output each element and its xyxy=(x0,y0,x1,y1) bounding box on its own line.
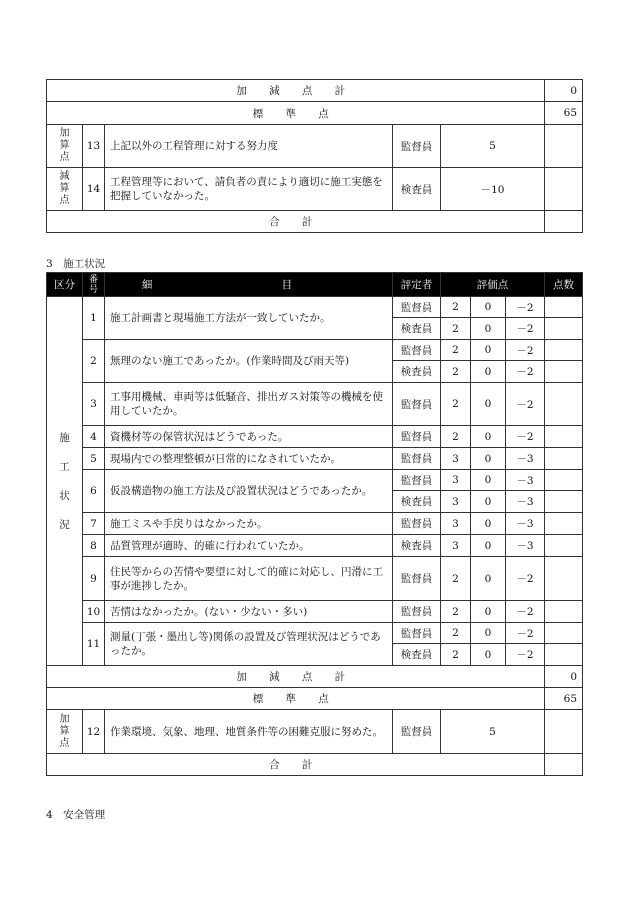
evaluator: 監督員 xyxy=(393,513,441,535)
item-text: 仮設構造物の施工方法及び設置状況はどうであったか。 xyxy=(105,470,393,513)
point-high[interactable]: 2 xyxy=(441,644,471,666)
point-low[interactable]: －3 xyxy=(506,448,545,470)
point-high[interactable]: 3 xyxy=(441,535,471,557)
point-low[interactable]: －2 xyxy=(506,426,545,448)
addition-label: 加 算 点 xyxy=(47,125,83,168)
evaluator: 監督員 xyxy=(393,383,441,426)
point-high[interactable]: 3 xyxy=(441,513,471,535)
point-mid[interactable]: 0 xyxy=(471,601,506,623)
point-low[interactable]: －2 xyxy=(506,644,545,666)
standard-label: 標 準 点 xyxy=(47,688,545,710)
addition-row xyxy=(47,125,583,168)
point-mid[interactable]: 0 xyxy=(471,470,506,491)
item-text: 無理のない施工であったか。(作業時間及び雨天等) xyxy=(105,340,393,383)
evaluator: 検査員 xyxy=(393,361,441,383)
evaluator: 検査員 xyxy=(393,535,441,557)
score-cell[interactable] xyxy=(545,125,583,168)
table-row xyxy=(47,557,583,601)
evaluator: 監督員 xyxy=(393,426,441,448)
table-row xyxy=(47,297,583,318)
point-low[interactable]: －2 xyxy=(506,297,545,318)
item-text: 現場内での整理整頓が日常的になされていたか。 xyxy=(105,448,393,470)
section-heading-construction-status: 3 施工状況 xyxy=(46,258,106,270)
point-mid[interactable]: 0 xyxy=(471,340,506,361)
addition-label: 加 算 点 xyxy=(47,710,83,754)
score-cell[interactable] xyxy=(545,601,583,623)
adjust-total-label: 加 減 点 計 xyxy=(47,666,545,688)
points: －10 xyxy=(441,168,545,211)
item-text: 上記以外の工程管理に対する努力度 xyxy=(105,125,393,168)
standard-row xyxy=(47,688,583,710)
evaluator: 監督員 xyxy=(393,623,441,644)
score-cell[interactable] xyxy=(545,168,583,211)
score-cell[interactable] xyxy=(545,340,583,361)
adjust-total-row xyxy=(47,80,583,102)
item-number: 12 xyxy=(83,710,105,754)
adjust-total-row xyxy=(47,666,583,688)
table-row xyxy=(47,470,583,491)
point-low[interactable]: －2 xyxy=(506,383,545,426)
item-number: 2 xyxy=(83,340,105,383)
evaluator: 検査員 xyxy=(393,644,441,666)
header-category: 区分 xyxy=(47,273,83,297)
table-row xyxy=(47,601,583,623)
item-number: 1 xyxy=(83,297,105,340)
evaluator: 検査員 xyxy=(393,318,441,340)
point-mid[interactable]: 0 xyxy=(471,535,506,557)
item-number: 3 xyxy=(83,383,105,426)
evaluator: 監督員 xyxy=(393,470,441,491)
total-value-cell[interactable] xyxy=(545,211,583,233)
point-high[interactable]: 2 xyxy=(441,340,471,361)
addition-row xyxy=(47,710,583,754)
item-text: 施工計画書と現場施工方法が一致していたか。 xyxy=(105,297,393,340)
point-low[interactable]: －3 xyxy=(506,491,545,513)
item-number: 7 xyxy=(83,513,105,535)
standard-value: 65 xyxy=(545,688,583,710)
evaluator: 検査員 xyxy=(393,168,441,211)
header-number: 番 号 xyxy=(83,273,105,297)
point-high[interactable]: 3 xyxy=(441,448,471,470)
item-text: 苦情はなかったか。(ない・少ない・多い) xyxy=(105,601,393,623)
point-mid[interactable]: 0 xyxy=(471,448,506,470)
evaluator: 監督員 xyxy=(393,557,441,601)
item-number: 8 xyxy=(83,535,105,557)
adjust-total-value: 0 xyxy=(545,666,583,688)
item-text: 測量(丁張・墨出し等)関係の設置及び管理状況はどうであったか。 xyxy=(105,623,393,666)
adjust-total-value: 0 xyxy=(545,80,583,102)
score-cell[interactable] xyxy=(545,623,583,644)
adjust-total-label: 加 減 点 計 xyxy=(47,80,545,102)
table-row xyxy=(47,340,583,361)
point-mid[interactable]: 0 xyxy=(471,318,506,340)
score-cell[interactable] xyxy=(545,318,583,340)
score-cell[interactable] xyxy=(545,426,583,448)
item-number: 9 xyxy=(83,557,105,601)
point-high[interactable]: 2 xyxy=(441,383,471,426)
table-row xyxy=(47,448,583,470)
total-row xyxy=(47,754,583,776)
point-low[interactable]: －3 xyxy=(506,535,545,557)
score-cell[interactable] xyxy=(545,513,583,535)
score-cell[interactable] xyxy=(545,383,583,426)
header-evaluator: 評定者 xyxy=(393,273,441,297)
item-number: 14 xyxy=(83,168,105,211)
item-number: 5 xyxy=(83,448,105,470)
total-value-cell[interactable] xyxy=(545,754,583,776)
score-cell[interactable] xyxy=(545,361,583,383)
deduction-row xyxy=(47,168,583,211)
evaluator: 監督員 xyxy=(393,448,441,470)
score-table-process xyxy=(46,79,583,233)
point-low[interactable]: －3 xyxy=(506,470,545,491)
score-cell[interactable] xyxy=(545,644,583,666)
item-text: 資機材等の保管状況はどうであった。 xyxy=(105,426,393,448)
total-label: 合 計 xyxy=(47,754,545,776)
standard-label: 標 準 点 xyxy=(47,102,545,125)
item-text: 住民等からの苦情や要望に対して的確に対応し、円滑に工事が進捗したか。 xyxy=(105,557,393,601)
point-high[interactable]: 2 xyxy=(441,557,471,601)
item-number: 10 xyxy=(83,601,105,623)
evaluator: 監督員 xyxy=(393,601,441,623)
points: 5 xyxy=(441,710,545,754)
standard-row xyxy=(47,102,583,125)
point-mid[interactable]: 0 xyxy=(471,426,506,448)
point-mid[interactable]: 0 xyxy=(471,513,506,535)
table-header-row xyxy=(47,273,583,297)
point-high[interactable]: 2 xyxy=(441,623,471,644)
table-row xyxy=(47,426,583,448)
standard-value: 65 xyxy=(545,102,583,125)
score-cell[interactable] xyxy=(545,535,583,557)
point-low[interactable]: －2 xyxy=(506,361,545,383)
point-low[interactable]: －3 xyxy=(506,513,545,535)
point-low[interactable]: －2 xyxy=(506,318,545,340)
point-high[interactable]: 2 xyxy=(441,426,471,448)
table-row xyxy=(47,513,583,535)
score-cell[interactable] xyxy=(545,297,583,318)
point-mid[interactable]: 0 xyxy=(471,557,506,601)
point-mid[interactable]: 0 xyxy=(471,297,506,318)
deduction-label: 減 算 点 xyxy=(47,168,83,211)
header-score: 点数 xyxy=(545,273,583,297)
table-row xyxy=(47,623,583,644)
section-heading-safety-management: 4 安全管理 xyxy=(46,809,106,821)
item-text: 工事用機械、車両等は低騒音、排出ガス対策等の機械を使用していたか。 xyxy=(105,383,393,426)
point-low[interactable]: －2 xyxy=(506,623,545,644)
point-low[interactable]: －2 xyxy=(506,557,545,601)
points: 5 xyxy=(441,125,545,168)
item-number: 6 xyxy=(83,470,105,513)
point-low[interactable]: －2 xyxy=(506,340,545,361)
evaluator: 監督員 xyxy=(393,340,441,361)
item-number: 4 xyxy=(83,426,105,448)
point-mid[interactable]: 0 xyxy=(471,383,506,426)
item-text: 施工ミスや手戻りはなかったか。 xyxy=(105,513,393,535)
point-mid[interactable]: 0 xyxy=(471,623,506,644)
point-mid[interactable]: 0 xyxy=(471,644,506,666)
score-cell[interactable] xyxy=(545,470,583,491)
point-low[interactable]: －2 xyxy=(506,601,545,623)
item-text: 作業環境、気象、地理、地質条件等の困難克服に努めた。 xyxy=(105,710,393,754)
score-table-construction-status xyxy=(46,272,583,776)
point-mid[interactable]: 0 xyxy=(471,491,506,513)
score-cell[interactable] xyxy=(545,710,583,754)
category-label: 施 工 状 況 xyxy=(47,297,83,666)
item-number: 13 xyxy=(83,125,105,168)
point-high[interactable]: 2 xyxy=(441,297,471,318)
header-evaluation-points: 評価点 xyxy=(441,273,545,297)
point-high[interactable]: 3 xyxy=(441,491,471,513)
score-cell[interactable] xyxy=(545,557,583,601)
item-text: 工程管理等において、請負者の責により適切に施工実態を把握していなかった。 xyxy=(105,168,393,211)
evaluator: 監督員 xyxy=(393,297,441,318)
point-high[interactable]: 2 xyxy=(441,318,471,340)
point-high[interactable]: 2 xyxy=(441,361,471,383)
evaluator: 監督員 xyxy=(393,125,441,168)
item-text: 品質管理が適時、的確に行われていたか。 xyxy=(105,535,393,557)
score-cell[interactable] xyxy=(545,491,583,513)
point-high[interactable]: 3 xyxy=(441,470,471,491)
item-number: 11 xyxy=(83,623,105,666)
evaluator: 監督員 xyxy=(393,710,441,754)
point-high[interactable]: 2 xyxy=(441,601,471,623)
point-mid[interactable]: 0 xyxy=(471,361,506,383)
evaluator: 検査員 xyxy=(393,491,441,513)
score-cell[interactable] xyxy=(545,448,583,470)
total-row xyxy=(47,211,583,233)
table-row xyxy=(47,535,583,557)
table-row xyxy=(47,383,583,426)
header-detail: 細 目 xyxy=(105,273,393,297)
total-label: 合 計 xyxy=(47,211,545,233)
